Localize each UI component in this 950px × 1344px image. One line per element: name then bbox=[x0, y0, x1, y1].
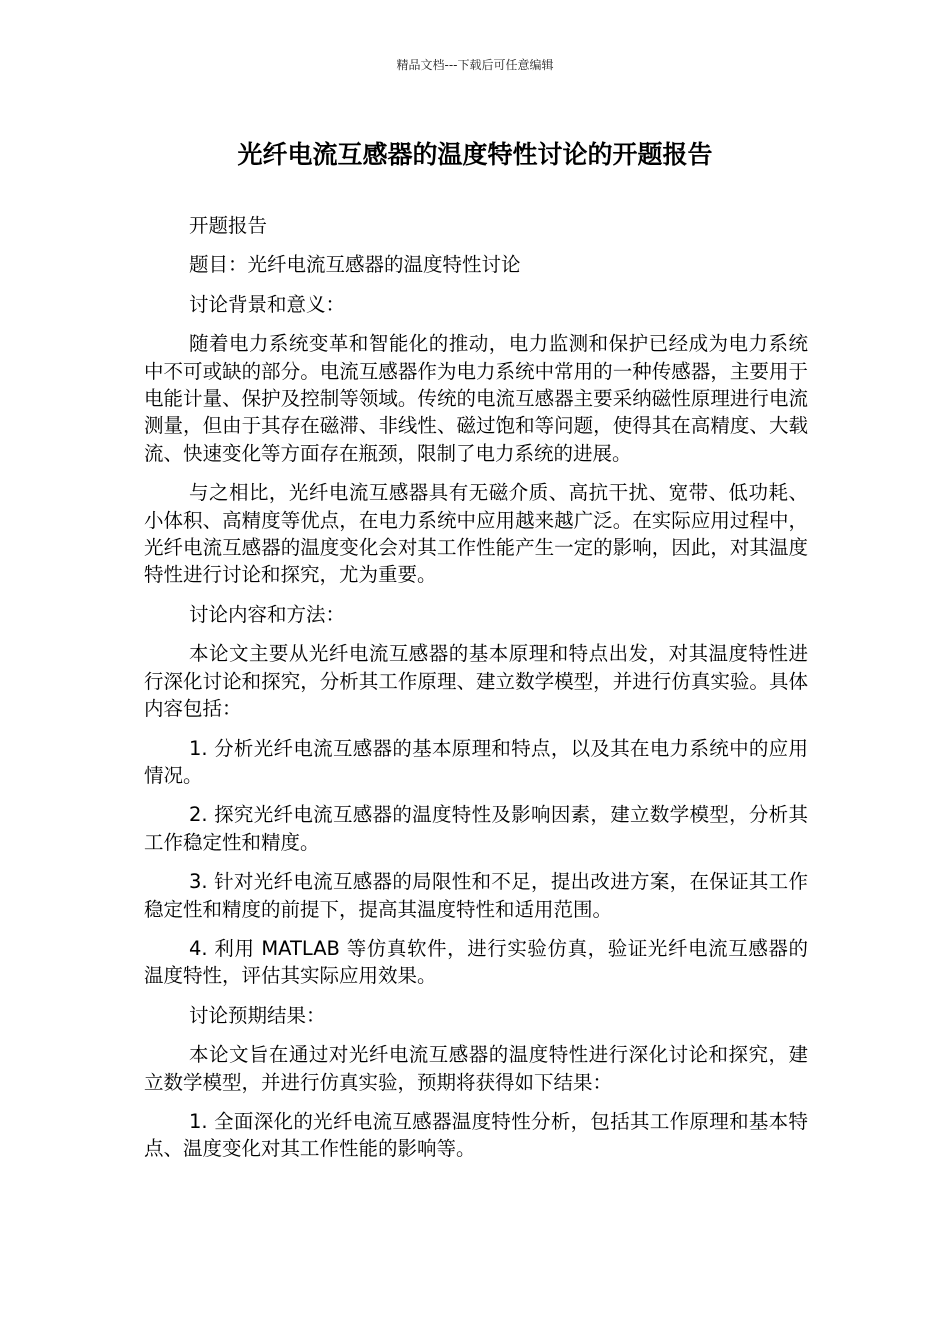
heading-background: 讨论背景和意义： bbox=[189, 292, 346, 316]
content-item-3: 3. 针对光纤电流互感器的局限性和不足，提出改进方案，在保证其工作稳定性和精度的前提下，提高其温度特性和适用范围。 bbox=[144, 870, 808, 921]
topic-line: 题目：光纤电流互感器的温度特性讨论 bbox=[189, 253, 521, 277]
content-item-2: 2. 探究光纤电流互感器的温度特性及影响因素，建立数学模型，分析其工作稳定性和精度。 bbox=[144, 803, 808, 854]
background-paragraph: 随着电力系统变革和智能化的推动，电力监测和保护已经成为电力系统中不可或缺的部分。电流互感器作为电力系统中常用的一种传感器，主要用于电能计量、保护及控制等领域。传统的电流互感器主要采纳磁性原理进行电流测量，但由于其存在磁滞、非线性、磁过饱和等问题，使得其在高精度、大载流、快速变化等方面存在瓶颈，限制了电力系统的进展。 bbox=[144, 332, 808, 465]
heading-content-method: 讨论内容和方法： bbox=[189, 602, 346, 626]
comparison-paragraph: 与之相比，光纤电流互感器具有无磁介质、高抗干扰、宽带、低功耗、小体积、高精度等优点，在电力系统中应用越来越广泛。在实际应用过程中，光纤电流互感器的温度变化会对其工作性能产生一定的影响，因此，对其温度特性进行讨论和探究，尤为重要。 bbox=[144, 481, 808, 587]
content-intro-paragraph: 本论文主要从光纤电流互感器的基本原理和特点出发，对其温度特性进行深化讨论和探究，分析其工作原理、建立数学模型，并进行仿真实验。具体内容包括： bbox=[144, 642, 808, 721]
page-header: 精品文档---下载后可任意编辑 bbox=[396, 58, 554, 72]
heading-expected-results: 讨论预期结果： bbox=[189, 1003, 326, 1027]
document-body bbox=[144, 212, 808, 1175]
content-item-1: 1. 分析光纤电流互感器的基本原理和特点，以及其在电力系统中的应用情况。 bbox=[144, 736, 808, 787]
document-title: 光纤电流互感器的温度特性讨论的开题报告 bbox=[237, 140, 713, 169]
content-item-4: 4. 利用 MATLAB 等仿真软件，进行实验仿真，验证光纤电流互感器的温度特性，评估其实际应用效果。 bbox=[144, 936, 808, 988]
result-item-1: 1. 全面深化的光纤电流互感器温度特性分析，包括其工作原理和基本特点、温度变化对其工作性能的影响等。 bbox=[144, 1109, 808, 1161]
results-intro-paragraph: 本论文旨在通过对光纤电流互感器的温度特性进行深化讨论和探究，建立数学模型，并进行仿真实验，预期将获得如下结果： bbox=[144, 1043, 808, 1094]
section-label-proposal: 开题报告 bbox=[189, 214, 268, 237]
